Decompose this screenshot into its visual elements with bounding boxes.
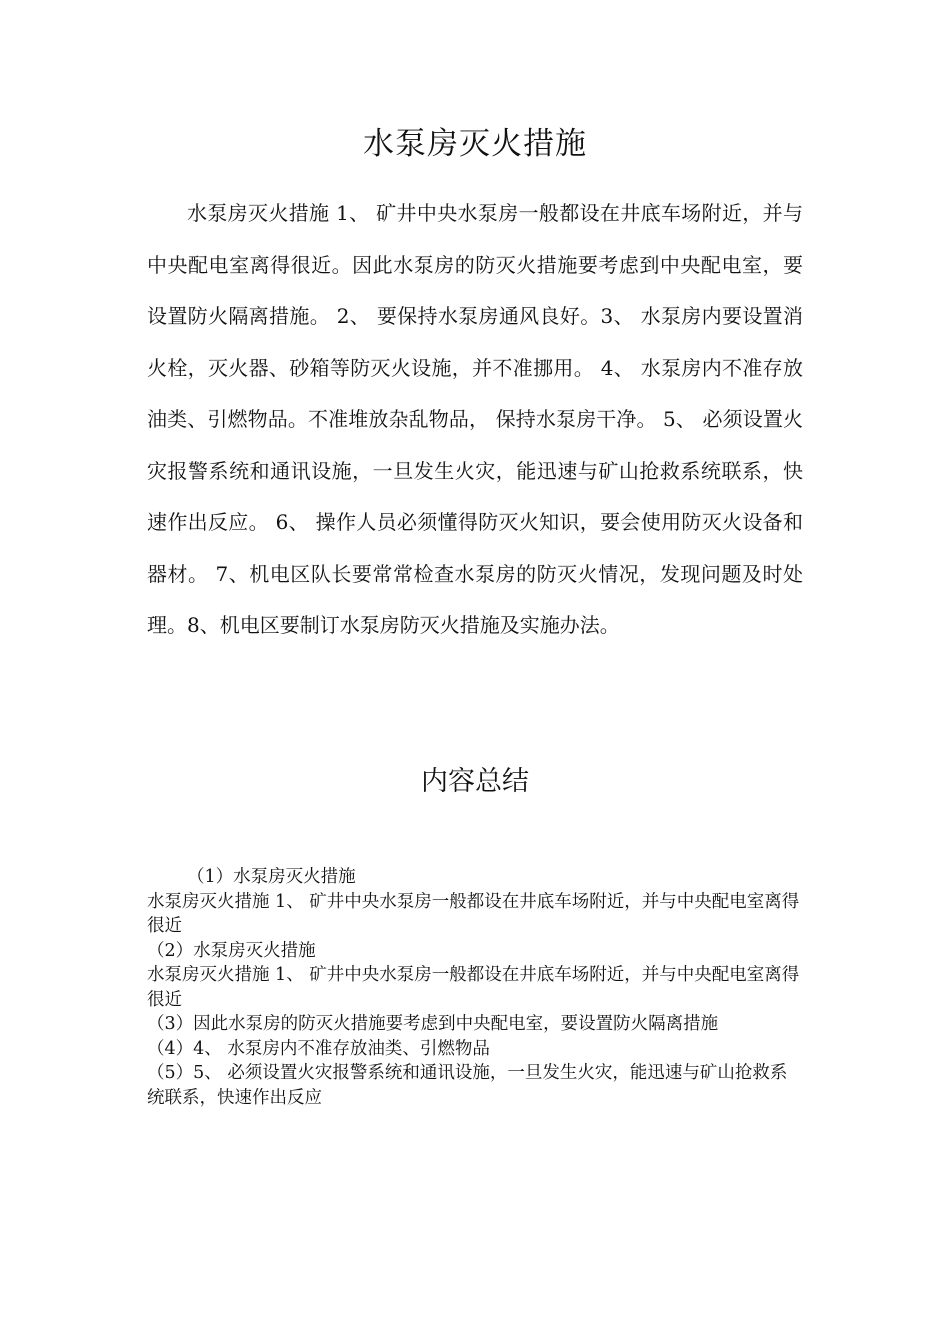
document-title: 水泵房灭火措施 <box>363 126 587 162</box>
summary-item-text: 水泵房灭火措施 1、 矿井中央水泵房一般都设在井底车场附近，并与中央配电室离得很近 <box>147 891 800 936</box>
summary-item-text: 水泵房灭火措施 1、 矿井中央水泵房一般都设在井底车场附近，并与中央配电室离得很近 <box>147 965 800 1010</box>
summary-item-4 <box>147 1037 803 1062</box>
document-body-paragraph: 水泵房灭火措施 1、 矿井中央水泵房一般都设在井底车场附近，并与中央配电室离得很近。因此水泵房的防灭火措施要考虑到中央配电室，要设置防火隔离措施。 2、 要保持水泵房通风良好。3、 水泵房内要设置消火栓，灭火器、砂箱等防灭火设施，并不准挪用。 4、 水泵房内不准存放油类、引燃物品。不准堆放杂乱物品， 保持水泵房干净。 5、 必须设置火灾报警系统和通讯设施，一旦发生火灾，能迅速与矿山抢救系统联系，快速作出反应。 6、 操作人员必须懂得防灭火知识，要会使用防灭火设备和器材。 7、机电区队长要常常检查水泵房的防灭火情况，发现问题及时处理。8、机电区要制订水泵房防灭火措施及实施办法。 <box>147 201 803 637</box>
summary-item-5 <box>147 1061 803 1110</box>
summary-item-heading: （5）5、 必须设置火灾报警系统和通讯设施，一旦发生火灾，能迅速与矿山抢救系统联系，快速作出反应 <box>147 1063 788 1108</box>
summary-title: 内容总结 <box>421 766 529 797</box>
summary-item-heading: （2）水泵房灭火措施 <box>147 940 316 961</box>
summary-item-heading: （4）4、 水泵房内不准存放油类、引燃物品 <box>147 1038 490 1059</box>
summary-list <box>147 865 803 1110</box>
summary-item-2 <box>147 939 803 1013</box>
summary-item-1 <box>147 865 803 939</box>
summary-item-heading: （3）因此水泵房的防灭火措施要考虑到中央配电室，要设置防火隔离措施 <box>147 1014 719 1034</box>
summary-item-heading: （1）水泵房灭火措施 <box>187 867 356 887</box>
summary-item-3 <box>147 1012 803 1037</box>
